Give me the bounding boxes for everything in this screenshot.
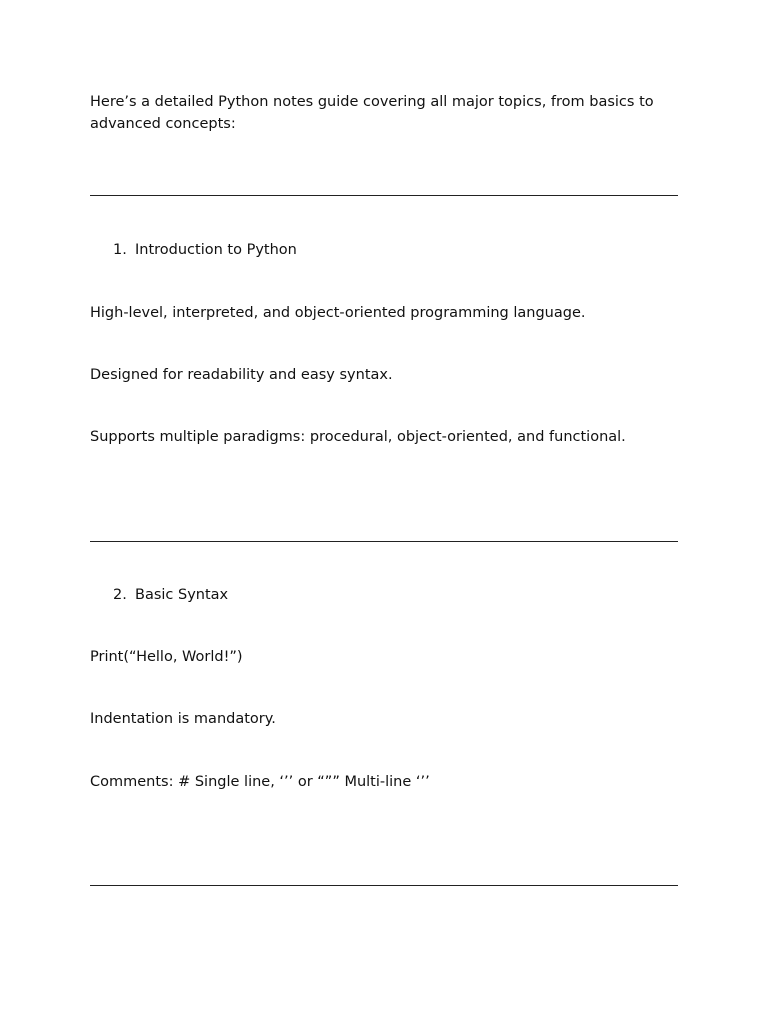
section-title: Introduction to Python [135,242,297,258]
section-number: 1. [113,242,127,258]
section-title: Basic Syntax [135,587,229,603]
intro-paragraph: Here’s a detailed Python notes guide covering all major topics, from basics to advanced concepts: [90,94,654,132]
note-paragraph: Designed for readability and easy syntax. [90,367,393,383]
section-heading-basic-syntax [113,585,228,605]
document-page [90,0,678,1024]
horizontal-rule [90,195,678,196]
note-paragraph: High-level, interpreted, and object-oriented programming language. [90,305,586,321]
horizontal-rule [90,541,678,542]
note-paragraph: Print(“Hello, World!”) [90,649,243,665]
note-paragraph: Indentation is mandatory. [90,711,276,727]
section-number: 2. [113,587,127,603]
note-paragraph: Comments: # Single line, ‘’’ or “”” Multi-line ‘’’ [90,774,430,790]
section-heading-introduction [113,240,297,260]
horizontal-rule [90,885,678,886]
note-paragraph: Supports multiple paradigms: procedural, object-oriented, and functional. [90,429,626,445]
